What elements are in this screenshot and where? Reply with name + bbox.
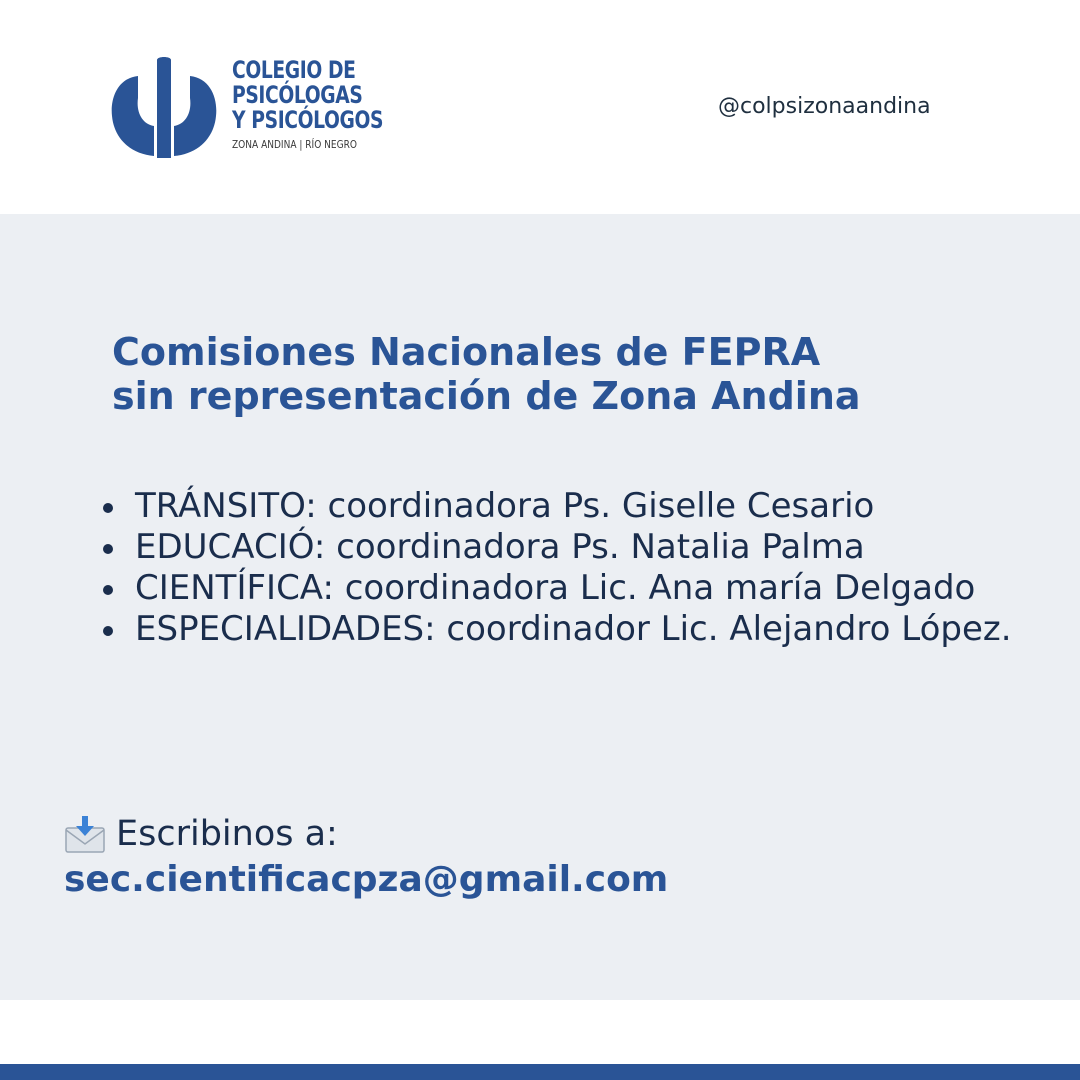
- brand-name-line-3: Y PSICÓLOGOS: [232, 106, 384, 134]
- contact-block: [64, 812, 668, 902]
- social-handle: @colpsizonaandina: [718, 94, 931, 119]
- list-item: [95, 568, 1045, 609]
- bullet-icon: [103, 585, 113, 595]
- list-item-text: TRÁNSITO: coordinadora Ps. Giselle Cesario: [135, 486, 875, 526]
- header: [0, 0, 1080, 214]
- list-item: [95, 527, 1045, 568]
- contact-email-link[interactable]: sec.cientificacpza@gmail.com: [64, 859, 669, 900]
- inbox-tray-icon: [64, 814, 106, 854]
- contact-label: Escribinos a:: [116, 814, 338, 854]
- brand-subtitle: ZONA ANDINA | RÍO NEGRO: [232, 138, 357, 151]
- list-item-text: CIENTÍFICA: coordinadora Lic. Ana maría Delgado: [135, 568, 976, 608]
- list-item-text: EDUCACIÓ: coordinadora Ps. Natalia Palma: [135, 527, 865, 567]
- list-item-text: ESPECIALIDADES: coordinador Lic. Alejandro López.: [135, 609, 1012, 649]
- brand-name-line-2: PSICÓLOGAS: [232, 81, 363, 109]
- bullet-icon: [103, 503, 113, 513]
- psi-logo-icon: [108, 54, 220, 160]
- page-title: [112, 330, 861, 418]
- title-line-2: sin representación de Zona Andina: [112, 374, 861, 418]
- bullet-icon: [103, 626, 113, 636]
- contact-label-row: [64, 812, 668, 856]
- list-item: [95, 486, 1045, 527]
- list-item: [95, 609, 1045, 650]
- footer-bar: [0, 1064, 1080, 1080]
- bullet-icon: [103, 544, 113, 554]
- title-line-1: Comisiones Nacionales de FEPRA: [112, 330, 821, 374]
- brand-wordmark: [232, 58, 426, 151]
- brand-name-line-1: COLEGIO DE: [232, 56, 356, 84]
- commission-list: [95, 486, 1045, 650]
